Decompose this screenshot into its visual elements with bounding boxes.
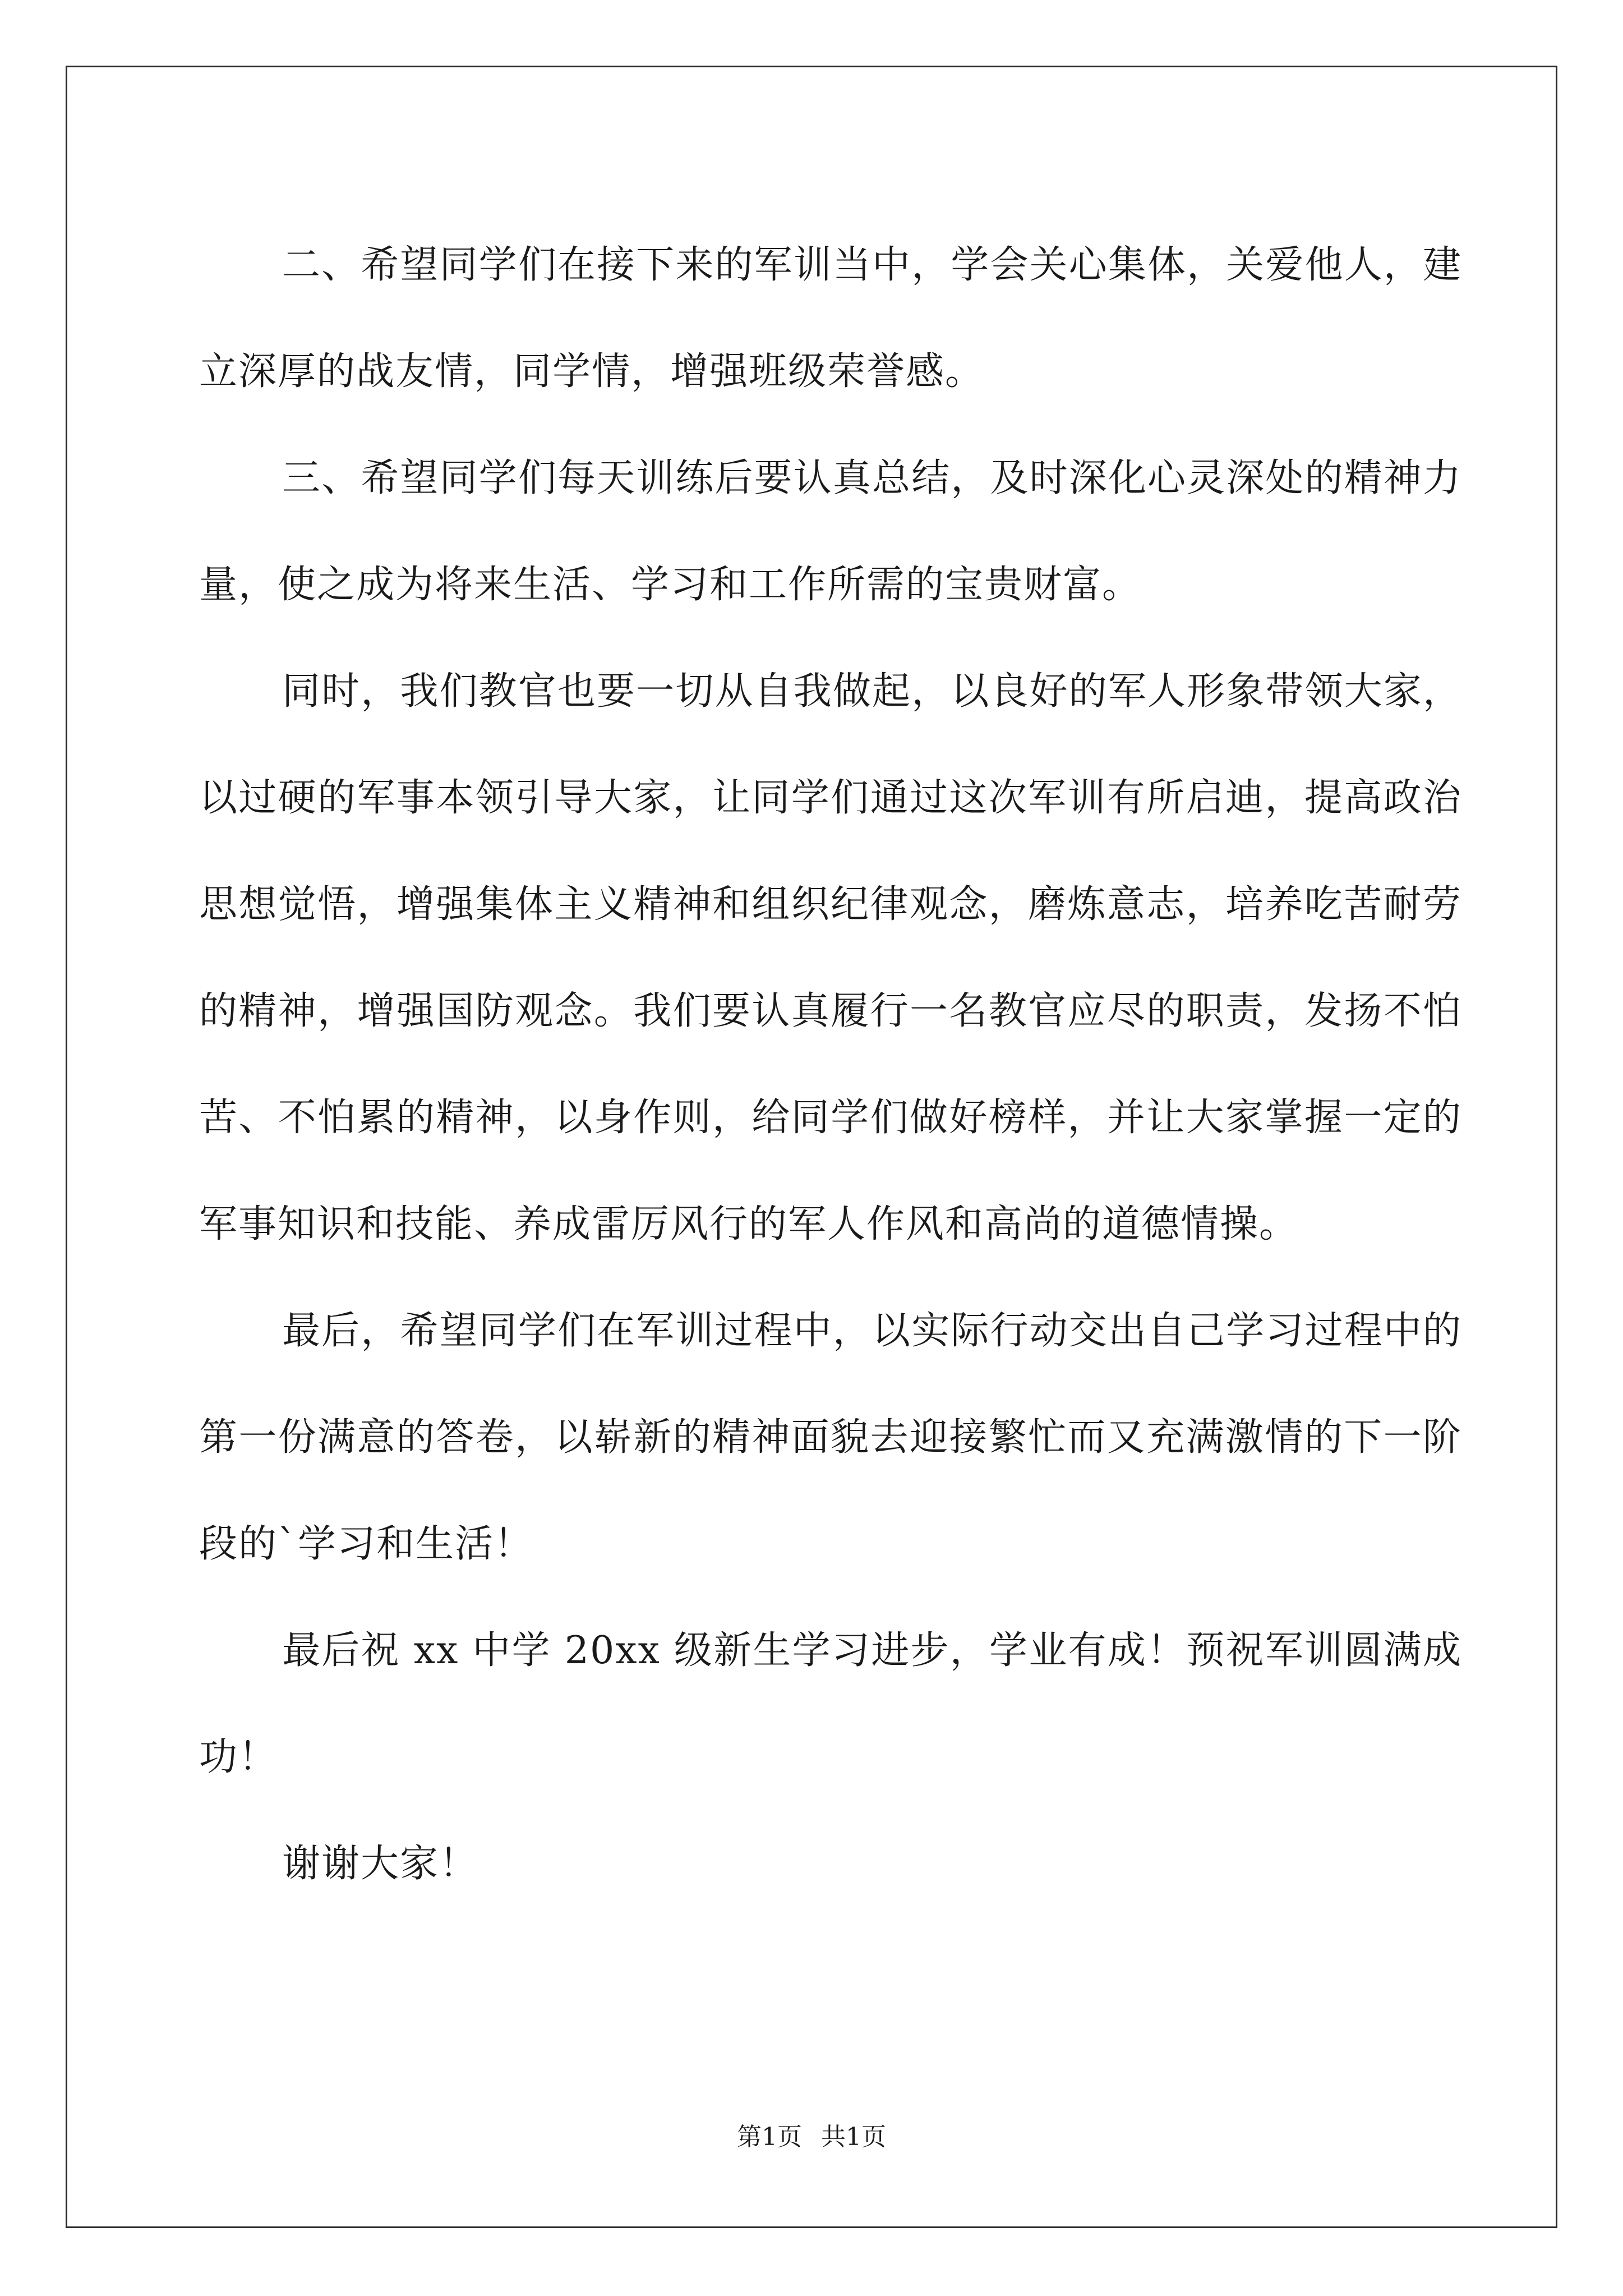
paragraph-wishes: 最后祝 xx 中学 20xx 级新生学习进步，学业有成！预祝军训圆满成功！ xyxy=(199,1628,1462,1779)
document-body xyxy=(199,212,1462,1917)
page-number: 第1页 xyxy=(737,2123,802,2151)
page-footer xyxy=(0,2120,1623,2154)
paragraph-thanks: 谢谢大家！ xyxy=(282,1842,479,1886)
page-total: 共1页 xyxy=(821,2123,886,2151)
paragraph-finally: 最后，希望同学们在军训过程中，以实际行动交出自己学习过程中的第一份满意的答卷，以崭新的精神面貌去迎接繁忙而又充满激情的下一阶段的`学习和生活！ xyxy=(199,1309,1462,1566)
paragraph-2: 二、希望同学们在接下来的军训当中，学会关心集体，关爱他人，建立深厚的战友情，同学情，增强班级荣誉感。 xyxy=(199,243,1462,394)
paragraph-instructors: 同时，我们教官也要一切从自我做起，以良好的军人形象带领大家，以过硬的军事本领引导大家，让同学们通过这次军训有所启迪，提高政治思想觉悟，增强集体主义精神和组织纪律观念，磨炼意志，培养吃苦耐劳的精神，增强国防观念。我们要认真履行一名教官应尽的职责，发扬不怕苦、不怕累的精神，以身作则，给同学们做好榜样，并让大家掌握一定的军事知识和技能、养成雷厉风行的军人作风和高尚的道德情操。 xyxy=(199,669,1462,1246)
paragraph-3: 三、希望同学们每天训练后要认真总结，及时深化心灵深处的精神力量，使之成为将来生活、学习和工作所需的宝贵财富。 xyxy=(199,456,1462,607)
